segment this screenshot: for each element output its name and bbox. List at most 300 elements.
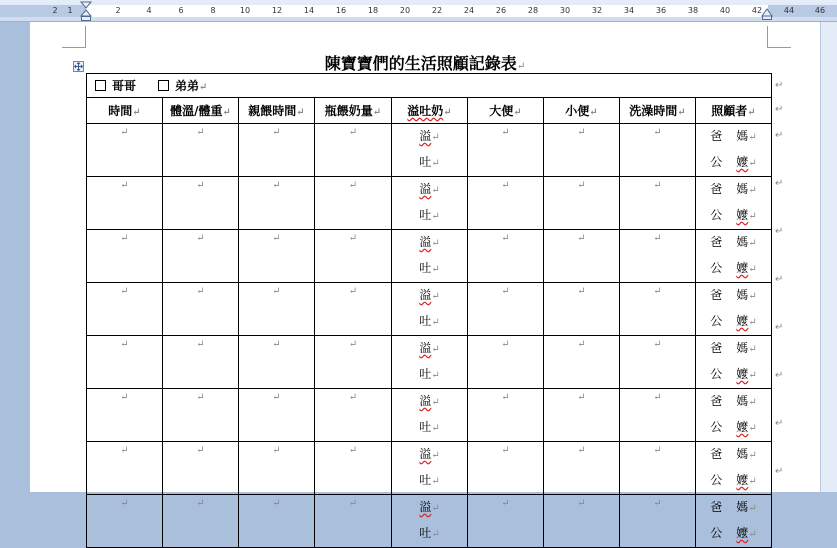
paragraph-mark: ↵ bbox=[748, 291, 757, 302]
vomit-line bbox=[392, 415, 467, 441]
paragraph-mark: ↵ bbox=[748, 158, 757, 169]
cell-mark: ↵ bbox=[501, 445, 510, 456]
paragraph-mark: ↵ bbox=[199, 82, 208, 93]
cell-mark: ↵ bbox=[272, 180, 281, 191]
carer-mom-label: 媽 bbox=[736, 394, 749, 408]
table-cell[interactable] bbox=[544, 283, 620, 336]
checkbox-icon[interactable] bbox=[158, 80, 169, 91]
carer-grandpa-label: 公 bbox=[710, 526, 723, 540]
table-cell[interactable] bbox=[315, 442, 392, 495]
carer-dad-label: 爸 bbox=[710, 182, 723, 196]
table-cell[interactable] bbox=[620, 283, 696, 336]
sibling-option-cell bbox=[87, 74, 772, 98]
cell-mark: ↵ bbox=[272, 286, 281, 297]
paragraph-mark: ↵ bbox=[748, 397, 757, 408]
crop-mark-top-right bbox=[767, 26, 791, 48]
table-cell[interactable] bbox=[315, 389, 392, 442]
cell-mark: ↵ bbox=[120, 445, 129, 456]
table-cell[interactable] bbox=[544, 336, 620, 389]
indent-marker-icon[interactable] bbox=[81, 2, 91, 21]
carer-parents-line bbox=[696, 177, 771, 203]
row-end-mark: ↵ bbox=[775, 80, 784, 91]
table-cell[interactable] bbox=[315, 495, 392, 548]
paragraph-mark: ↵ bbox=[431, 158, 440, 169]
table-cell[interactable] bbox=[620, 442, 696, 495]
paragraph-mark: ↵ bbox=[748, 423, 757, 434]
spit-up-line bbox=[392, 389, 467, 415]
cell-mark: ↵ bbox=[577, 498, 586, 509]
cell-mark: ↵ bbox=[120, 392, 129, 403]
carer-dad-label: 爸 bbox=[710, 447, 723, 461]
cell-mark: ↵ bbox=[120, 180, 129, 191]
spit-up-line bbox=[392, 283, 467, 309]
paragraph-mark: ↵ bbox=[431, 476, 440, 487]
ruler-label: 18 bbox=[367, 6, 379, 15]
table-cell[interactable] bbox=[392, 389, 468, 442]
carer-dad-label: 爸 bbox=[710, 288, 723, 302]
paragraph-mark: ↵ bbox=[431, 503, 440, 514]
paragraph-mark: ↵ bbox=[431, 238, 440, 249]
paragraph-mark: ↵ bbox=[132, 107, 141, 118]
cell-mark: ↵ bbox=[348, 498, 358, 509]
table-cell[interactable] bbox=[620, 389, 696, 442]
cell-mark: ↵ bbox=[348, 180, 358, 191]
table-cell[interactable] bbox=[239, 283, 315, 336]
table-cell[interactable] bbox=[163, 230, 239, 283]
column-header bbox=[163, 98, 239, 124]
table-cell[interactable] bbox=[163, 389, 239, 442]
table-cell[interactable] bbox=[163, 283, 239, 336]
cell-mark: ↵ bbox=[272, 127, 281, 138]
ruler-label: 28 bbox=[527, 6, 539, 15]
cell-mark: ↵ bbox=[577, 233, 586, 244]
table-cell[interactable] bbox=[87, 230, 163, 283]
carer-grandpa-label: 公 bbox=[710, 261, 723, 275]
option-label: 哥哥 bbox=[112, 79, 137, 93]
carer-grandpa-label: 公 bbox=[710, 367, 723, 381]
cell-mark: ↵ bbox=[196, 339, 205, 350]
carer-parents-line bbox=[696, 495, 771, 521]
carer-parents-line bbox=[696, 336, 771, 362]
paragraph-mark: ↵ bbox=[748, 264, 757, 275]
table-cell[interactable] bbox=[163, 442, 239, 495]
table-cell[interactable] bbox=[544, 389, 620, 442]
table-cell[interactable] bbox=[392, 336, 468, 389]
table-cell[interactable] bbox=[696, 124, 772, 177]
vomit-line bbox=[392, 521, 467, 547]
carer-grandpa-label: 公 bbox=[710, 155, 723, 169]
cell-mark: ↵ bbox=[272, 445, 281, 456]
column-header bbox=[87, 98, 163, 124]
column-header-label: 瓶餵奶量 bbox=[324, 104, 373, 118]
vomit-label: 吐 bbox=[419, 473, 432, 487]
spit-up-line bbox=[392, 442, 467, 468]
paragraph-mark: ↵ bbox=[748, 529, 757, 540]
spit-up-label: 溢 bbox=[419, 500, 432, 514]
carer-grandparents-line bbox=[696, 415, 771, 441]
column-header bbox=[239, 98, 315, 124]
carer-parents-line bbox=[696, 389, 771, 415]
table-row bbox=[87, 495, 772, 548]
document-page[interactable] bbox=[30, 22, 820, 540]
cell-mark: ↵ bbox=[577, 339, 586, 350]
table-cell[interactable] bbox=[696, 442, 772, 495]
table-cell[interactable] bbox=[620, 124, 696, 177]
vomit-label: 吐 bbox=[419, 261, 432, 275]
carer-grandparents-line bbox=[696, 256, 771, 282]
cell-mark: ↵ bbox=[348, 233, 358, 244]
paragraph-mark: ↵ bbox=[748, 450, 757, 461]
paragraph-mark: ↵ bbox=[431, 529, 440, 540]
table-cell[interactable] bbox=[239, 230, 315, 283]
table-cell[interactable] bbox=[239, 124, 315, 177]
ruler-label: 42 bbox=[751, 6, 763, 15]
table-cell[interactable] bbox=[239, 177, 315, 230]
column-header bbox=[544, 98, 620, 124]
carer-dad-label: 爸 bbox=[710, 394, 723, 408]
ruler-label: 26 bbox=[495, 6, 507, 15]
table-cell[interactable] bbox=[239, 495, 315, 548]
table-cell[interactable] bbox=[468, 230, 544, 283]
table-move-handle-icon[interactable] bbox=[73, 61, 84, 72]
table-cell[interactable] bbox=[315, 336, 392, 389]
cell-mark: ↵ bbox=[653, 498, 662, 509]
carer-grandpa-label: 公 bbox=[710, 208, 723, 222]
table-cell[interactable] bbox=[392, 495, 468, 548]
ruler-label: 36 bbox=[655, 6, 667, 15]
title-text: 陳寶寶們的生活照顧記錄表 bbox=[324, 54, 517, 73]
table-cell[interactable] bbox=[87, 442, 163, 495]
ruler-label: 4 bbox=[146, 6, 152, 15]
table-cell[interactable] bbox=[239, 336, 315, 389]
ruler-label: 44 bbox=[783, 6, 795, 15]
table-cell[interactable] bbox=[620, 177, 696, 230]
spit-up-line bbox=[392, 177, 467, 203]
cell-mark: ↵ bbox=[577, 127, 586, 138]
carer-dad-label: 爸 bbox=[710, 235, 723, 249]
paragraph-mark: ↵ bbox=[748, 185, 757, 196]
carer-grandparents-line bbox=[696, 150, 771, 176]
ruler-label: 24 bbox=[463, 6, 475, 15]
row-end-mark: ↵ bbox=[775, 418, 784, 429]
paragraph-mark: ↵ bbox=[748, 211, 757, 222]
ruler-label: 34 bbox=[623, 6, 635, 15]
row-end-mark: ↵ bbox=[775, 104, 784, 115]
column-header bbox=[315, 98, 392, 124]
table-cell[interactable] bbox=[544, 124, 620, 177]
table-cell[interactable] bbox=[620, 336, 696, 389]
paragraph-mark: ↵ bbox=[431, 264, 440, 275]
carer-dad-label: 爸 bbox=[710, 341, 723, 355]
table-cell[interactable] bbox=[468, 177, 544, 230]
cell-mark: ↵ bbox=[501, 180, 510, 191]
option-younger-brother[interactable] bbox=[158, 79, 207, 93]
table-cell[interactable] bbox=[163, 177, 239, 230]
ruler-label: 14 bbox=[303, 6, 315, 15]
table-cell[interactable] bbox=[696, 495, 772, 548]
table-cell[interactable] bbox=[696, 230, 772, 283]
column-header-label: 溢吐奶 bbox=[407, 104, 444, 118]
vomit-label: 吐 bbox=[419, 367, 432, 381]
row-end-mark: ↵ bbox=[775, 130, 784, 141]
spit-up-label: 溢 bbox=[419, 341, 432, 355]
table-cell[interactable] bbox=[392, 177, 468, 230]
table-cell[interactable] bbox=[315, 283, 392, 336]
column-header bbox=[696, 98, 772, 124]
table-cell[interactable] bbox=[87, 495, 163, 548]
cell-mark: ↵ bbox=[196, 127, 205, 138]
table-row bbox=[87, 336, 772, 389]
column-header bbox=[392, 98, 468, 124]
ruler-label: 10 bbox=[239, 6, 251, 15]
table-cell[interactable] bbox=[315, 230, 392, 283]
table-cell[interactable] bbox=[620, 230, 696, 283]
table-cell[interactable] bbox=[620, 495, 696, 548]
spit-up-line bbox=[392, 230, 467, 256]
column-header-label: 小便 bbox=[565, 104, 590, 118]
right-indent-marker-icon[interactable] bbox=[762, 9, 772, 20]
table-cell[interactable] bbox=[87, 389, 163, 442]
ruler-ticks bbox=[0, 0, 837, 22]
table-cell[interactable] bbox=[696, 177, 772, 230]
column-header-label: 親餵時間 bbox=[248, 104, 297, 118]
paragraph-mark: ↵ bbox=[431, 423, 440, 434]
column-header-label: 時間 bbox=[108, 104, 133, 118]
ruler-label: 8 bbox=[210, 6, 216, 15]
table-cell[interactable] bbox=[696, 283, 772, 336]
cell-mark: ↵ bbox=[501, 392, 510, 403]
table-cell[interactable] bbox=[392, 283, 468, 336]
cell-mark: ↵ bbox=[196, 286, 205, 297]
paragraph-mark: ↵ bbox=[516, 61, 526, 72]
carer-mom-label: 媽 bbox=[736, 288, 749, 302]
paragraph-mark: ↵ bbox=[748, 238, 757, 249]
table-cell[interactable] bbox=[392, 124, 468, 177]
vomit-line bbox=[392, 309, 467, 335]
ruler-label: 16 bbox=[335, 6, 347, 15]
table-cell[interactable] bbox=[468, 283, 544, 336]
table-cell[interactable] bbox=[696, 336, 772, 389]
carer-mom-label: 媽 bbox=[736, 129, 749, 143]
paragraph-mark: ↵ bbox=[431, 450, 440, 461]
carer-parents-line bbox=[696, 442, 771, 468]
cell-mark: ↵ bbox=[501, 339, 510, 350]
paragraph-mark: ↵ bbox=[513, 107, 522, 118]
vomit-label: 吐 bbox=[419, 208, 432, 222]
column-header-label: 體溫/體重 bbox=[170, 104, 223, 118]
carer-grandma-label: 嬤 bbox=[736, 314, 749, 328]
table-cell[interactable] bbox=[468, 124, 544, 177]
cell-mark: ↵ bbox=[196, 180, 205, 191]
carer-grandparents-line bbox=[696, 362, 771, 388]
carer-grandpa-label: 公 bbox=[710, 473, 723, 487]
column-header bbox=[620, 98, 696, 124]
cell-mark: ↵ bbox=[348, 445, 358, 456]
paragraph-mark: ↵ bbox=[748, 344, 757, 355]
cell-mark: ↵ bbox=[348, 127, 358, 138]
cell-mark: ↵ bbox=[501, 127, 510, 138]
table-cell[interactable] bbox=[315, 177, 392, 230]
cell-mark: ↵ bbox=[348, 339, 358, 350]
paragraph-mark: ↵ bbox=[431, 397, 440, 408]
paragraph-mark: ↵ bbox=[431, 344, 440, 355]
vomit-line bbox=[392, 150, 467, 176]
row-end-mark: ↵ bbox=[775, 226, 784, 237]
cell-mark: ↵ bbox=[653, 286, 662, 297]
table-cell[interactable] bbox=[239, 442, 315, 495]
ruler-label: 40 bbox=[719, 6, 731, 15]
carer-grandma-label: 嬤 bbox=[736, 208, 749, 222]
carer-parents-line bbox=[696, 283, 771, 309]
table-row bbox=[87, 124, 772, 177]
table-cell[interactable] bbox=[87, 283, 163, 336]
vomit-line bbox=[392, 203, 467, 229]
cell-mark: ↵ bbox=[272, 339, 281, 350]
ruler-label: 32 bbox=[591, 6, 603, 15]
table-row bbox=[87, 230, 772, 283]
spit-up-label: 溢 bbox=[419, 235, 432, 249]
paragraph-mark: ↵ bbox=[747, 107, 756, 118]
cell-mark: ↵ bbox=[348, 286, 358, 297]
vomit-line bbox=[392, 362, 467, 388]
crop-mark-top-left bbox=[62, 26, 86, 48]
cell-mark: ↵ bbox=[501, 286, 510, 297]
cell-mark: ↵ bbox=[196, 233, 205, 244]
table-cell[interactable] bbox=[87, 336, 163, 389]
paragraph-mark: ↵ bbox=[431, 291, 440, 302]
row-end-mark: ↵ bbox=[775, 466, 784, 477]
paragraph-mark: ↵ bbox=[748, 132, 757, 143]
table-cell[interactable] bbox=[544, 177, 620, 230]
table-cell[interactable] bbox=[468, 495, 544, 548]
table-cell[interactable] bbox=[315, 124, 392, 177]
vomit-label: 吐 bbox=[419, 420, 432, 434]
row-end-mark: ↵ bbox=[775, 274, 784, 285]
paragraph-mark: ↵ bbox=[748, 317, 757, 328]
column-header-label: 洗澡時間 bbox=[629, 104, 678, 118]
table-cell[interactable] bbox=[163, 336, 239, 389]
table-cell[interactable] bbox=[87, 124, 163, 177]
table-cell[interactable] bbox=[163, 124, 239, 177]
paragraph-mark: ↵ bbox=[222, 107, 231, 118]
ruler-label: 22 bbox=[431, 6, 443, 15]
table-cell[interactable] bbox=[544, 230, 620, 283]
carer-grandma-label: 嬤 bbox=[736, 473, 749, 487]
paragraph-mark: ↵ bbox=[372, 107, 382, 118]
paragraph-mark: ↵ bbox=[431, 185, 440, 196]
table-cell[interactable] bbox=[696, 389, 772, 442]
cell-mark: ↵ bbox=[348, 392, 358, 403]
carer-grandparents-line bbox=[696, 203, 771, 229]
spit-up-label: 溢 bbox=[419, 129, 432, 143]
cell-mark: ↵ bbox=[577, 286, 586, 297]
paragraph-mark: ↵ bbox=[589, 107, 598, 118]
header-row bbox=[87, 98, 772, 124]
paragraph-mark: ↵ bbox=[431, 211, 440, 222]
paragraph-mark: ↵ bbox=[431, 370, 440, 381]
cell-mark: ↵ bbox=[272, 392, 281, 403]
table-cell[interactable] bbox=[468, 389, 544, 442]
ruler-label: 2 bbox=[52, 6, 58, 15]
paragraph-mark: ↵ bbox=[431, 317, 440, 328]
ruler-label: 46 bbox=[814, 6, 826, 15]
ruler-label: 30 bbox=[559, 6, 571, 15]
carer-parents-line bbox=[696, 230, 771, 256]
table-cell[interactable] bbox=[392, 442, 468, 495]
ruler-label: 1 bbox=[67, 6, 73, 15]
carer-dad-label: 爸 bbox=[710, 129, 723, 143]
paragraph-mark: ↵ bbox=[677, 107, 686, 118]
cell-mark: ↵ bbox=[196, 392, 205, 403]
carer-mom-label: 媽 bbox=[736, 500, 749, 514]
table-cell[interactable] bbox=[468, 442, 544, 495]
spit-up-label: 溢 bbox=[419, 288, 432, 302]
ruler-label: 12 bbox=[271, 6, 283, 15]
carer-dad-label: 爸 bbox=[710, 500, 723, 514]
vertical-scrollbar[interactable] bbox=[820, 22, 837, 492]
paragraph-mark: ↵ bbox=[296, 107, 305, 118]
ruler-label: 2 bbox=[115, 6, 121, 15]
row-end-mark: ↵ bbox=[775, 322, 784, 333]
table-cell[interactable] bbox=[392, 230, 468, 283]
cell-mark: ↵ bbox=[577, 180, 586, 191]
cell-mark: ↵ bbox=[120, 127, 129, 138]
vomit-label: 吐 bbox=[419, 526, 432, 540]
option-brother[interactable] bbox=[95, 79, 136, 93]
cell-mark: ↵ bbox=[653, 233, 662, 244]
carer-mom-label: 媽 bbox=[736, 235, 749, 249]
carer-grandpa-label: 公 bbox=[710, 420, 723, 434]
horizontal-ruler[interactable] bbox=[0, 0, 837, 22]
cell-mark: ↵ bbox=[653, 127, 662, 138]
cell-mark: ↵ bbox=[272, 498, 281, 509]
table-cell[interactable] bbox=[163, 495, 239, 548]
table-cell[interactable] bbox=[239, 389, 315, 442]
row-end-mark: ↵ bbox=[775, 370, 784, 381]
table-cell[interactable] bbox=[468, 336, 544, 389]
table-row bbox=[87, 389, 772, 442]
cell-mark: ↵ bbox=[653, 180, 662, 191]
spit-up-label: 溢 bbox=[419, 447, 432, 461]
table-row bbox=[87, 177, 772, 230]
ruler-label: 38 bbox=[687, 6, 699, 15]
cell-mark: ↵ bbox=[501, 233, 510, 244]
cell-mark: ↵ bbox=[196, 498, 205, 509]
spit-up-line bbox=[392, 124, 467, 150]
cell-mark: ↵ bbox=[577, 445, 586, 456]
paragraph-mark: ↵ bbox=[431, 132, 440, 143]
table-cell[interactable] bbox=[544, 442, 620, 495]
carer-grandparents-line bbox=[696, 309, 771, 335]
ruler-label: 6 bbox=[178, 6, 184, 15]
paragraph-mark: ↵ bbox=[748, 476, 757, 487]
carer-mom-label: 媽 bbox=[736, 341, 749, 355]
cell-mark: ↵ bbox=[120, 339, 129, 350]
carer-grandparents-line bbox=[696, 521, 771, 547]
cell-mark: ↵ bbox=[120, 233, 129, 244]
table-cell[interactable] bbox=[87, 177, 163, 230]
checkbox-icon[interactable] bbox=[95, 80, 106, 91]
spit-up-label: 溢 bbox=[419, 394, 432, 408]
ruler-label: 20 bbox=[399, 6, 411, 15]
carer-grandma-label: 嬤 bbox=[736, 155, 749, 169]
carer-grandparents-line bbox=[696, 468, 771, 494]
cell-mark: ↵ bbox=[653, 445, 662, 456]
paragraph-mark: ↵ bbox=[748, 370, 757, 381]
table-cell[interactable] bbox=[544, 495, 620, 548]
carer-grandma-label: 嬤 bbox=[736, 526, 749, 540]
column-header-label: 照顧者 bbox=[711, 104, 748, 118]
